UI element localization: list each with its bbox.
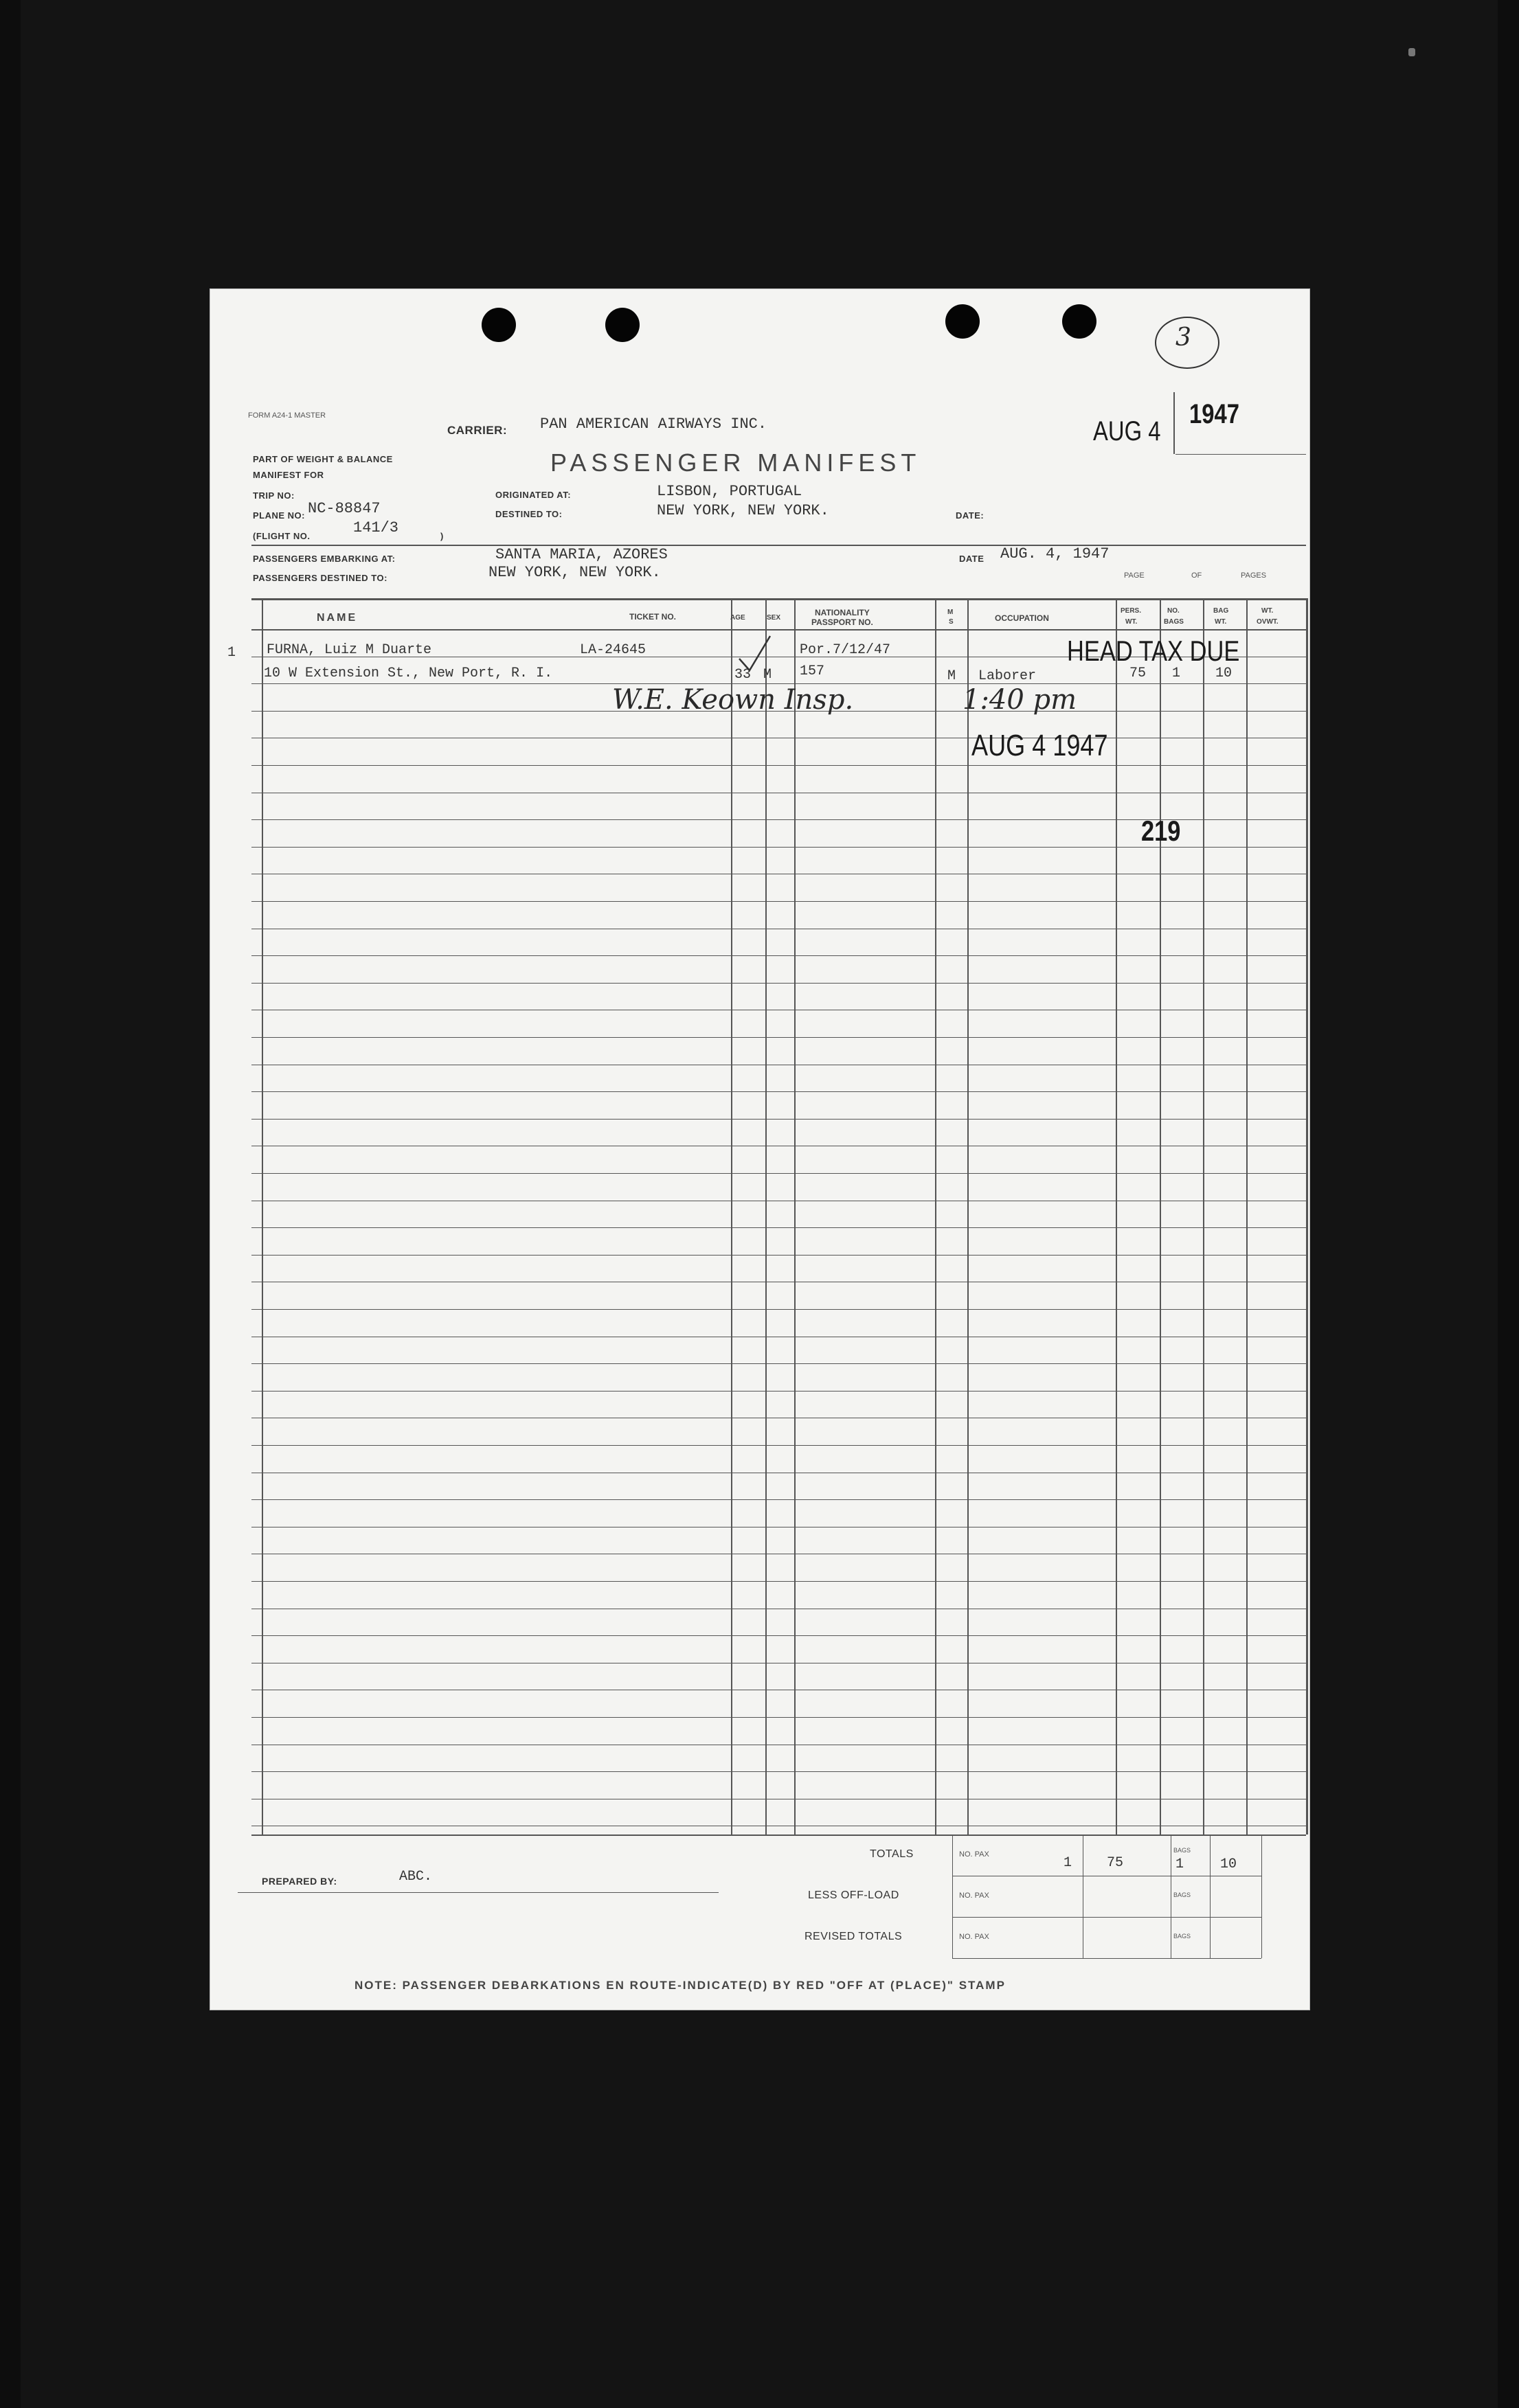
table-column-rule bbox=[1203, 598, 1204, 1835]
table-header-rule bbox=[251, 629, 1306, 631]
table-row-rule bbox=[251, 901, 1306, 902]
totals-column-rule bbox=[952, 1835, 953, 1958]
table-row-rule bbox=[251, 1363, 1306, 1364]
table-row-rule bbox=[251, 955, 1306, 956]
embarking-value: SANTA MARIA, AZORES bbox=[495, 546, 668, 563]
pax-occupation: Laborer bbox=[978, 668, 1037, 684]
pax-bags: 1 bbox=[1172, 666, 1181, 681]
table-row-rule bbox=[251, 1499, 1306, 1500]
table-column-rule bbox=[1116, 598, 1117, 1835]
table-row-rule bbox=[251, 765, 1306, 766]
sheet-number: 3 bbox=[1175, 323, 1191, 352]
table-bottom-rule bbox=[251, 1835, 1306, 1836]
part-of-label: PART OF WEIGHT & BALANCE bbox=[253, 454, 393, 464]
revised-bags-label: BAGS bbox=[1173, 1933, 1191, 1940]
totals-label: TOTALS bbox=[870, 1848, 914, 1860]
col-bags-1: NO. bbox=[1167, 607, 1180, 615]
table-row-rule bbox=[251, 1119, 1306, 1120]
pax-sex: M bbox=[763, 667, 772, 683]
col-pers-1: PERS. bbox=[1121, 607, 1142, 615]
embarking-label: PASSENGERS EMBARKING AT: bbox=[253, 554, 396, 564]
table-row-rule bbox=[251, 1771, 1306, 1772]
col-ms-1: M bbox=[947, 609, 954, 616]
carrier-value: PAN AMERICAN AIRWAYS INC. bbox=[540, 416, 767, 433]
table-column-rule bbox=[1246, 598, 1248, 1835]
col-name: NAME bbox=[317, 612, 358, 624]
pax-number: 1 bbox=[227, 645, 236, 661]
destined-label: DESTINED TO: bbox=[495, 509, 563, 519]
pax-age: 33 bbox=[734, 667, 752, 683]
flight-label: (FLIGHT NO. bbox=[253, 531, 311, 541]
originated-value: LISBON, PORTUGAL bbox=[657, 483, 802, 500]
less-offload-label: LESS OFF-LOAD bbox=[808, 1889, 899, 1901]
destined-value: NEW YORK, NEW YORK. bbox=[657, 502, 829, 519]
total-bag-weight: 10 bbox=[1220, 1856, 1237, 1872]
punch-hole-3 bbox=[945, 304, 980, 339]
table-row-rule bbox=[251, 1037, 1306, 1038]
table-row-rule bbox=[251, 1445, 1306, 1446]
revised-no-pax: NO. PAX bbox=[959, 1933, 989, 1941]
stamp-divider bbox=[1173, 392, 1175, 454]
pax-marital: M bbox=[947, 668, 956, 684]
offload-bags-label: BAGS bbox=[1173, 1892, 1191, 1898]
pax-address: 10 W Extension St., New Port, R. I. bbox=[264, 666, 553, 681]
originated-label: ORIGINATED AT: bbox=[495, 490, 572, 500]
flight-close: ) bbox=[440, 531, 444, 541]
manifest-sheet bbox=[210, 288, 1310, 2010]
prepared-by-label: PREPARED BY: bbox=[262, 1876, 337, 1887]
trip-label: TRIP NO: bbox=[253, 490, 295, 501]
col-ovwt-1: WT. bbox=[1261, 607, 1274, 615]
pax-bag-wt: 10 bbox=[1215, 666, 1233, 681]
head-tax-stamp: HEAD TAX DUE bbox=[1067, 635, 1240, 667]
table-row-rule bbox=[251, 1255, 1306, 1256]
col-passport: PASSPORT NO. bbox=[811, 617, 873, 627]
scan-speck bbox=[1408, 48, 1415, 56]
pax-ticket: LA-24645 bbox=[580, 642, 646, 658]
plane-value: NC-88847 bbox=[308, 500, 381, 517]
date-label: DATE: bbox=[956, 510, 984, 521]
pax-pers-wt: 75 bbox=[1129, 666, 1147, 681]
prepared-by-rule bbox=[238, 1892, 719, 1893]
table-row-rule bbox=[251, 1173, 1306, 1174]
pax-name: FURNA, Luiz M Duarte bbox=[267, 642, 432, 658]
table-row-rule bbox=[251, 1717, 1306, 1718]
totals-row-rule bbox=[952, 1917, 1261, 1918]
punch-hole-4 bbox=[1062, 304, 1096, 339]
revised-totals-label: REVISED TOTALS bbox=[804, 1931, 903, 1942]
table-row-rule bbox=[251, 1635, 1306, 1636]
date2-value: AUG. 4, 1947 bbox=[1000, 545, 1110, 563]
of-label: OF bbox=[1191, 571, 1202, 580]
date-stamp-mid: AUG 4 1947 bbox=[971, 729, 1108, 762]
total-pax: 1 bbox=[1064, 1855, 1072, 1871]
col-occupation: OCCUPATION bbox=[995, 613, 1049, 623]
destined-pax-value: NEW YORK, NEW YORK. bbox=[488, 564, 661, 581]
punch-hole-2 bbox=[605, 308, 640, 342]
table-row-rule bbox=[251, 1227, 1306, 1228]
col-ovwt-2: OVWT. bbox=[1257, 618, 1279, 626]
check-mark bbox=[736, 633, 777, 674]
form-id: FORM A24-1 MASTER bbox=[248, 411, 326, 420]
pages-label: PAGES bbox=[1241, 571, 1267, 580]
handwritten-time: 1:40 pm bbox=[963, 684, 1077, 716]
number-stamp: 219 bbox=[1141, 815, 1181, 847]
offload-no-pax: NO. PAX bbox=[959, 1892, 989, 1900]
year-stamp-top: 1947 bbox=[1189, 399, 1239, 429]
table-top-rule bbox=[251, 598, 1306, 600]
pax-passport: 157 bbox=[800, 663, 825, 679]
table-column-rule bbox=[967, 598, 969, 1835]
pax-nationality: Por.7/12/47 bbox=[800, 642, 891, 658]
col-bags-2: BAGS bbox=[1164, 618, 1184, 626]
table-column-rule bbox=[262, 598, 263, 1835]
table-column-rule bbox=[935, 598, 936, 1835]
stamp-underline bbox=[1175, 454, 1306, 455]
col-age: AGE bbox=[730, 614, 745, 622]
date2-label: DATE bbox=[959, 554, 984, 564]
table-column-rule bbox=[765, 598, 767, 1835]
table-column-rule bbox=[1160, 598, 1161, 1835]
plane-label: PLANE NO: bbox=[253, 510, 305, 521]
carrier-label: CARRIER: bbox=[447, 424, 508, 437]
destined-pax-label: PASSENGERS DESTINED TO: bbox=[253, 573, 387, 583]
table-row-rule bbox=[251, 1091, 1306, 1092]
table-row-rule bbox=[251, 983, 1306, 984]
manifest-for-label: MANIFEST FOR bbox=[253, 470, 324, 480]
total-bags: 1 bbox=[1175, 1856, 1184, 1872]
table-row-rule bbox=[251, 1391, 1306, 1392]
col-sex: SEX bbox=[767, 614, 781, 622]
total-weight: 75 bbox=[1107, 1855, 1124, 1871]
totals-no-pax: NO. PAX bbox=[959, 1850, 989, 1859]
punch-hole-1 bbox=[482, 308, 516, 342]
col-pers-2: WT. bbox=[1125, 618, 1138, 626]
col-ms-2: S bbox=[949, 618, 954, 626]
page-label: PAGE bbox=[1124, 571, 1145, 580]
table-column-rule bbox=[731, 598, 732, 1835]
table-right-rule bbox=[1306, 598, 1308, 1835]
totals-column-rule bbox=[1261, 1835, 1262, 1958]
header-rule bbox=[251, 545, 1306, 546]
table-row-rule bbox=[251, 1309, 1306, 1310]
footer-note: NOTE: PASSENGER DEBARKATIONS EN ROUTE-INDICATE(D) BY RED "OFF AT (PLACE)" STAMP bbox=[355, 1979, 1006, 1992]
flight-value: 141/3 bbox=[353, 519, 399, 536]
col-nationality: NATIONALITY bbox=[815, 608, 870, 617]
date-stamp-top: AUG 4 bbox=[1093, 416, 1161, 446]
totals-column-rule bbox=[1210, 1835, 1211, 1958]
col-ticket: TICKET NO. bbox=[629, 612, 676, 622]
page-title: PASSENGER MANIFEST bbox=[550, 448, 921, 477]
table-row-rule bbox=[251, 1581, 1306, 1582]
col-bagwt-1: BAG bbox=[1213, 607, 1229, 615]
totals-bottom-rule bbox=[952, 1958, 1261, 1959]
col-bagwt-2: WT. bbox=[1215, 618, 1227, 626]
totals-bags-label: BAGS bbox=[1173, 1847, 1191, 1854]
prepared-by-value: ABC. bbox=[399, 1869, 433, 1885]
inspector-signature: W.E. Keown Insp. bbox=[612, 684, 854, 716]
table-column-rule bbox=[794, 598, 796, 1835]
